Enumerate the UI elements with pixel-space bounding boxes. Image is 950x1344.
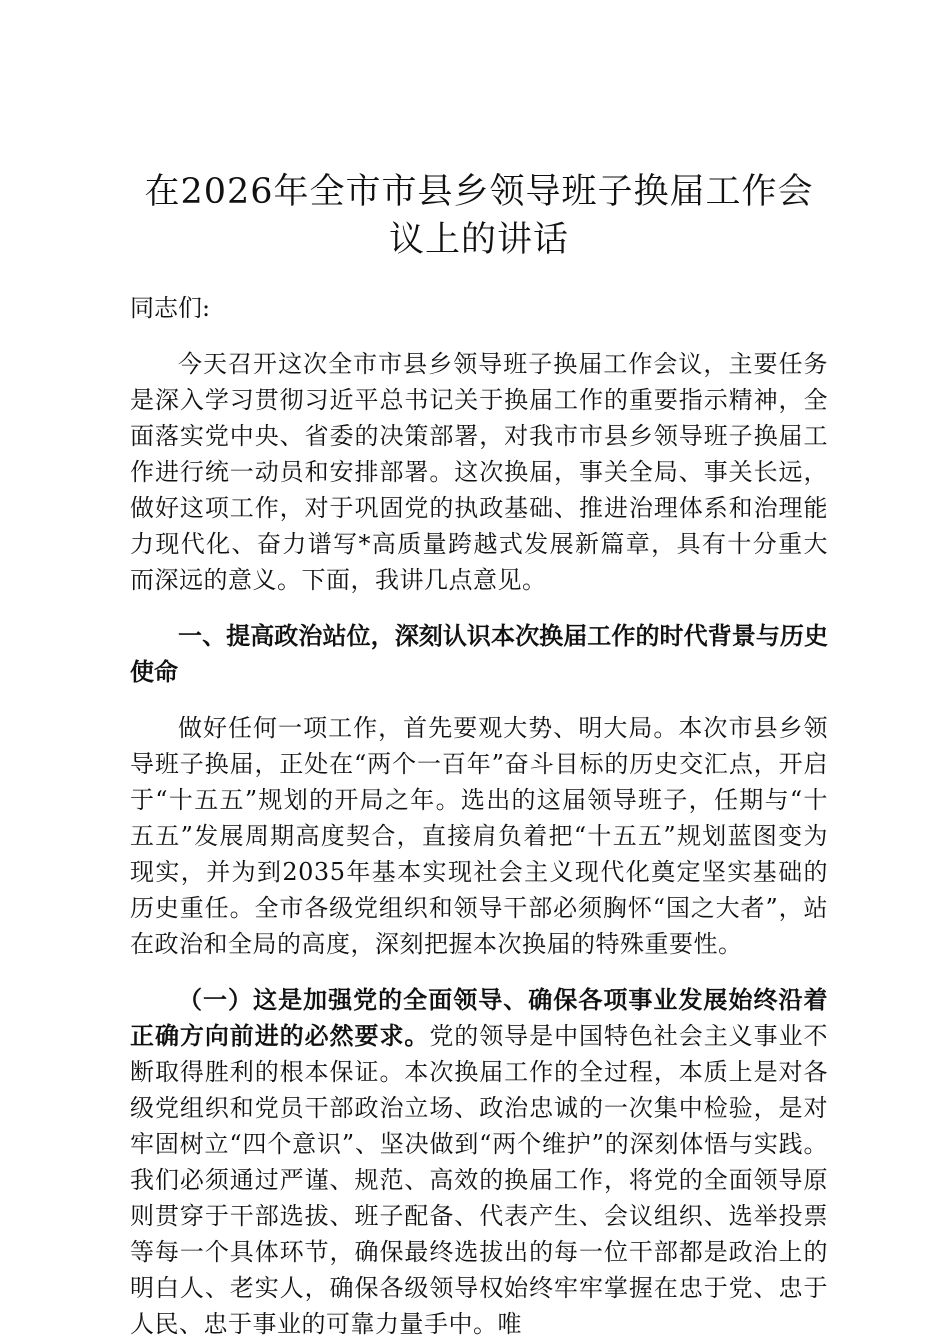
section-heading-1: 一、提高政治站位，深刻认识本次换届工作的时代背景与历史使命 <box>130 621 828 686</box>
intro-paragraph: 今天召开这次全市市县乡领导班子换届工作会议，主要任务是深入学习贯彻习近平总书记关于换届工作的重要指示精神，全面落实党中央、省委的决策部署，对我市市县乡领导班子换届工作进行统一动员和安排部署。这次换届，事关全局、事关长远，做好这项工作，对于巩固党的执政基础、推进治理体系和治理能力现代化、奋力谱写*高质量跨越式发展新篇章，具有十分重大而深远的意义。下面，我讲几点意见。 <box>130 350 828 594</box>
subsection1-body: 党的领导是中国特色社会主义事业不断取得胜利的根本保证。本次换届工作的全过程，本质上是对各级党组织和党员干部政治立场、政治忠诚的一次集中检验，是对牢固树立“四个意识”、坚决做到“两个维护”的深刻体悟与实践。我们必须通过严谨、规范、高效的换届工作，将党的全面领导原则贯穿于干部选拔、班子配备、代表产生、会议组织、选举投票等每一个具体环节，确保最终选拔出的每一位干部都是政治上的明白人、老实人，确保各级领导权始终牢牢掌握在忠于党、忠于人民、忠于事业的可靠力量手中。唯 <box>130 1022 829 1338</box>
subsection1-paragraph <box>130 982 828 1342</box>
greeting: 同志们: <box>130 294 211 322</box>
document-title: 在2026年全市市县乡领导班子换届工作会议上的讲话 <box>144 172 814 260</box>
section1-paragraph: 做好任何一项工作，首先要观大势、明大局。本次市县乡领导班子换届，正处在“两个一百年”奋斗目标的历史交汇点，开启于“十五五”规划的开局之年。选出的这届领导班子，任期与“十五五”发展周期高度契合，直接肩负着把“十五五”规划蓝图变为现实，并为到2035年基本实现社会主义现代化奠定坚实基础的历史重任。全市各级党组织和领导干部必须胸怀“国之大者”，站在政治和全局的高度，深刻把握本次换届的特殊重要性。 <box>130 714 828 958</box>
subsection1-lead: （一）这是加强党的全面领导、确保各项事业发展始终沿着正确方向前进的必然要求。 <box>130 985 828 1050</box>
